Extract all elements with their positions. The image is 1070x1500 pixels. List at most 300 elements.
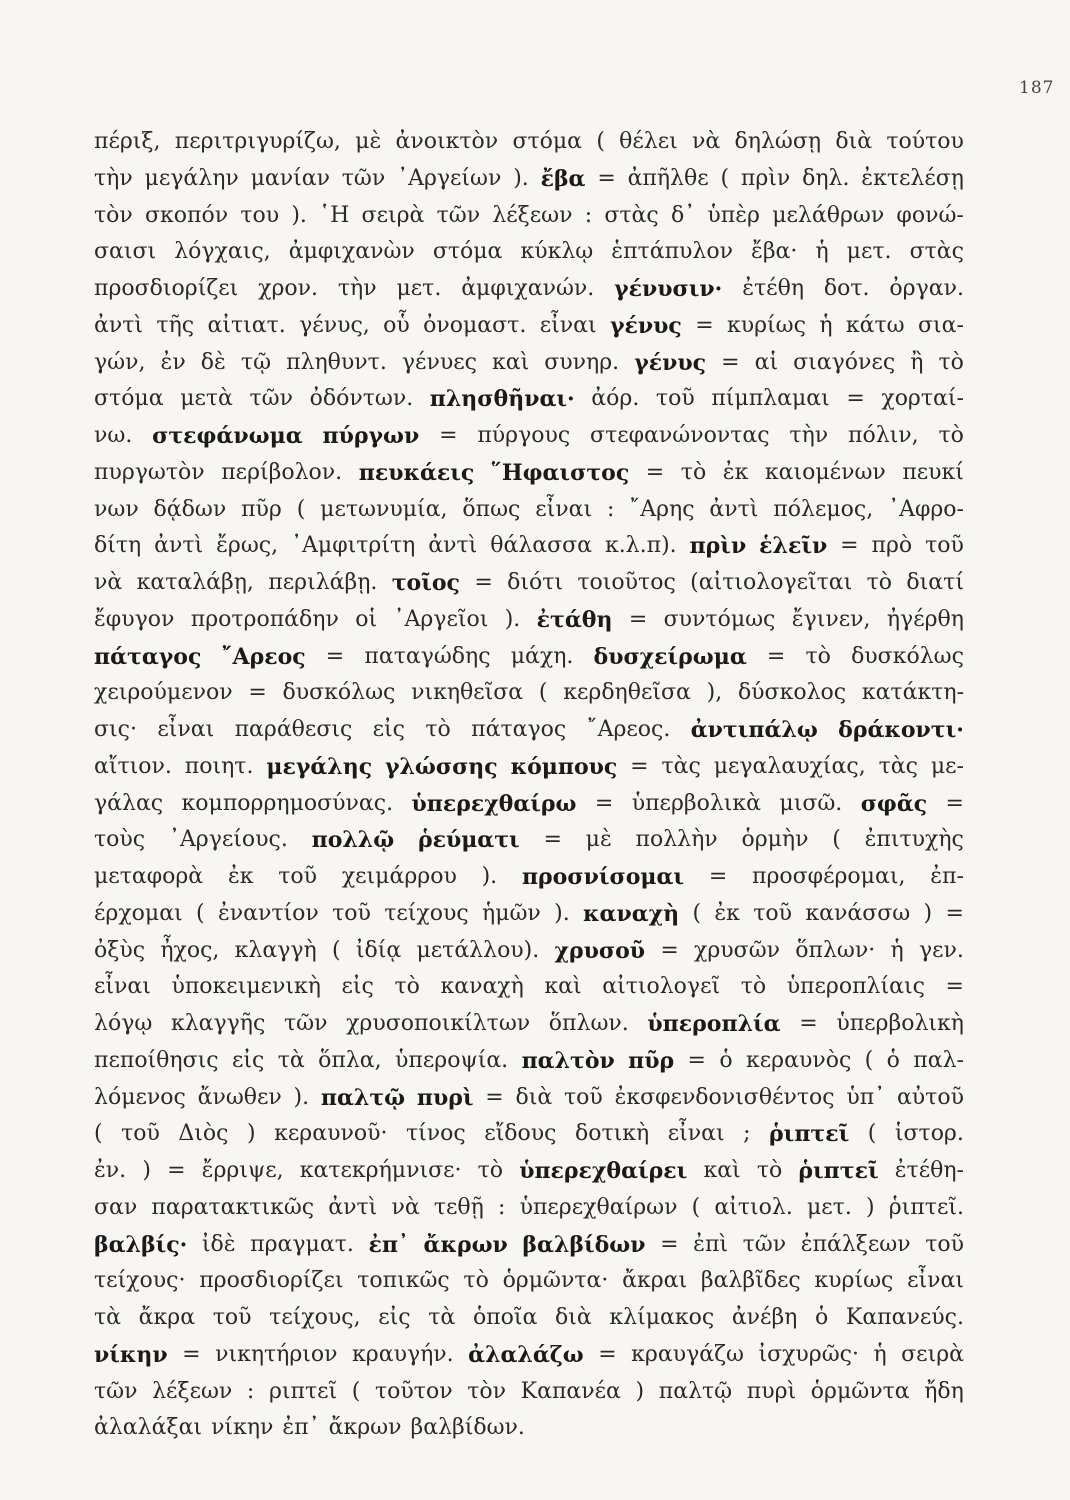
word: ἦχος, <box>160 937 220 963</box>
word: = <box>708 864 728 889</box>
word: ἰδίᾳ <box>355 937 402 963</box>
word: τῶν <box>436 202 481 228</box>
headword: παλτῷ <box>320 1084 406 1111</box>
word: ). <box>504 606 521 632</box>
word: τὴν <box>789 423 829 448</box>
word: δ᾿ <box>670 202 696 228</box>
word: μετωνυμία, <box>320 496 448 522</box>
word: τὸ <box>425 717 451 742</box>
word: κατεκρήμνισε· <box>299 1158 462 1183</box>
word: ) <box>635 1378 645 1404</box>
word: διὰ <box>515 1084 553 1110</box>
word: θέλει <box>619 129 678 154</box>
word: ῥιπτεῖ. <box>888 1194 964 1220</box>
word: τοῦ <box>655 386 695 412</box>
headword: ἄκρων <box>423 1231 508 1258</box>
word: ὅπλα, <box>318 1047 382 1073</box>
word: σαν <box>94 1194 138 1220</box>
word: τῶν <box>94 1378 138 1404</box>
word: = <box>766 643 786 669</box>
word: εἶναι <box>157 717 215 742</box>
word: ). <box>481 864 498 889</box>
word: ἀντὶ <box>328 1194 378 1220</box>
word: ὑπερβολικὰ <box>631 790 762 816</box>
word: ἄκρα <box>138 1305 196 1330</box>
word: ὑποκειμενικὴ <box>171 974 321 1000</box>
word: αὐτοῦ <box>896 1084 964 1110</box>
word: εἰς <box>341 974 374 1000</box>
word: λέξεων <box>152 1378 233 1404</box>
word: μισῶ. <box>779 790 843 816</box>
word: ). <box>293 1084 310 1110</box>
word: = <box>182 1341 201 1367</box>
word: ὁποῖα <box>472 1305 538 1330</box>
word: κύκλῳ <box>520 239 594 265</box>
word: προτροπάδην <box>190 606 339 632</box>
word: του <box>240 202 280 228</box>
word: κυρίως <box>814 1268 894 1294</box>
word: μετὰ <box>180 386 233 412</box>
word: ἐκ <box>714 900 740 926</box>
word: = <box>628 606 648 632</box>
word: δυσκόλως <box>282 680 396 706</box>
word: ὁ <box>886 1047 900 1073</box>
text-line <box>94 933 964 970</box>
word: ἐπὶ <box>693 1231 729 1257</box>
word: δᾴδων <box>153 496 227 522</box>
text-line <box>94 896 964 933</box>
word: κεραυνὸς <box>746 1047 852 1073</box>
headword: ἐτάθη <box>536 606 613 633</box>
word: ( <box>351 1378 361 1404</box>
word: ( <box>196 900 205 926</box>
word: πόλιν, <box>847 423 919 448</box>
word: στόμα <box>512 129 583 154</box>
text-line <box>94 1153 964 1190</box>
word: ὀργαν. <box>889 276 964 301</box>
word: κυρίως <box>727 312 806 338</box>
word: καὶ <box>703 1158 741 1183</box>
word: ὅπλων· <box>795 937 876 963</box>
word: δύσκολος <box>737 680 847 706</box>
word: ) <box>866 1194 875 1220</box>
word: ἡμῶν <box>482 900 541 926</box>
word: πύργους <box>477 423 571 448</box>
word: ᾿Αφρο- <box>888 496 964 522</box>
word: καὶ <box>544 974 582 1000</box>
word: αἱ <box>754 349 779 375</box>
word: = <box>645 459 665 485</box>
text-line <box>94 1080 964 1117</box>
text-line <box>94 1263 964 1300</box>
word: ἀμφιχανὼν <box>288 239 415 265</box>
word: τὰς <box>661 753 701 779</box>
word: πόλεμος, <box>773 496 874 522</box>
word: ᾿Αργείων <box>397 165 502 191</box>
word: μελάθρων <box>772 202 885 228</box>
word: ᾿Αμφιτρίτη <box>291 533 416 559</box>
text-line <box>94 786 964 823</box>
word: νικηθεῖσα <box>411 680 524 706</box>
word: αἰτιολ. <box>714 1194 793 1220</box>
word: τοῦ <box>925 533 964 559</box>
word: εἰς <box>378 1305 411 1330</box>
word: τὸν <box>467 1378 507 1404</box>
word: λόγῳ <box>94 1011 153 1036</box>
word: ἀντὶ <box>94 312 144 338</box>
word: ἐκ <box>722 459 749 485</box>
word: χειρούμενον <box>94 680 233 706</box>
word: ἔβα· <box>751 239 798 265</box>
word: μετ. <box>396 276 442 301</box>
word: = <box>660 937 679 963</box>
headword: ὑπερεχθαίρει <box>519 1158 688 1184</box>
word: = <box>248 680 267 706</box>
word: = <box>598 1341 617 1367</box>
word: δοτικὴ <box>574 1121 650 1147</box>
word: τείχους, <box>269 1305 361 1330</box>
word: μανίαν <box>250 165 330 191</box>
text-line <box>94 639 964 676</box>
word: παταγώδης <box>364 643 491 669</box>
word: καιομένων <box>764 459 886 485</box>
word: ἄκρων <box>328 1415 402 1441</box>
word: ἑπτάπυλον <box>611 239 733 265</box>
word: ἐτέθη <box>742 276 805 301</box>
word: πυργωτὸν <box>94 459 205 485</box>
word: δυσκόλως <box>851 643 964 669</box>
word: ῎Αρεος. <box>586 717 671 742</box>
word: στὰς <box>604 202 659 228</box>
word: στεφανώνοντας <box>590 423 770 448</box>
word: διὰ <box>555 1305 592 1330</box>
text-line <box>94 1006 964 1043</box>
word: (αἰτιολογεῖται <box>690 570 853 595</box>
word: = <box>439 423 458 448</box>
word: σιαγόνες <box>793 349 896 375</box>
word: ( <box>94 1121 103 1147</box>
text-line <box>94 1374 964 1411</box>
word: τὸ <box>477 1158 504 1183</box>
word: γένυς, <box>299 312 370 338</box>
word: καταλάβῃ, <box>136 570 254 595</box>
headword: ῥεύματι <box>417 827 520 854</box>
word: τὸ <box>805 643 831 669</box>
headword: πλησθῆναι· <box>429 386 575 413</box>
word: τὸ <box>938 423 964 448</box>
headword: ἔβα <box>540 165 586 192</box>
text-line <box>94 528 964 565</box>
word: τεθῇ <box>433 1194 484 1220</box>
word: κλίμακος <box>609 1305 715 1330</box>
word: = <box>325 643 345 669</box>
word: ῾Η <box>319 202 350 228</box>
word: ὅπλων. <box>548 1011 629 1036</box>
headword: ῞Ηφαιστος <box>490 459 630 486</box>
headword: κόμπους <box>510 753 618 780</box>
word: ) <box>923 900 933 926</box>
word: δὲ <box>200 349 226 375</box>
headword: γλώσσης <box>384 753 498 780</box>
word: τοῦ <box>753 900 793 926</box>
word: νὰ <box>391 1194 420 1220</box>
headword: ῥιπτεῖ <box>769 1121 850 1148</box>
word: χρυσοποικίλτων <box>346 1011 531 1036</box>
word: ὑπερεχθαίρων <box>519 1194 678 1220</box>
word: κερδηθεῖσα <box>563 680 691 706</box>
word: γάλας <box>94 790 164 816</box>
word: μεταφορὰ <box>94 864 204 889</box>
word: τῶν <box>249 386 293 412</box>
headword: πευκάεις <box>358 459 475 486</box>
word: περίβολον. <box>221 459 343 485</box>
word: νὰ <box>94 570 123 595</box>
word: κλαγγὴ <box>234 937 317 963</box>
word: = <box>945 900 964 926</box>
word: = <box>543 827 562 853</box>
word: τοῦτον <box>375 1378 453 1404</box>
word: αἰτιολογεῖ <box>602 974 721 1000</box>
word: πολλὴν <box>635 827 718 853</box>
text-line <box>94 198 964 235</box>
word: τοὺς <box>94 827 146 853</box>
word: : <box>584 202 593 228</box>
text-line <box>94 308 964 345</box>
word: μετ. <box>806 1194 852 1220</box>
headword: τοῖος <box>391 570 460 596</box>
word: ὁρμῶντα <box>810 1378 910 1404</box>
word: : <box>606 496 615 522</box>
word: οὗ <box>383 312 410 338</box>
word: κεραυνοῦ· <box>274 1121 388 1147</box>
word: λόμενος <box>94 1084 186 1110</box>
text-line <box>94 418 964 455</box>
word: ), <box>706 680 723 706</box>
word: ἢ <box>910 349 924 375</box>
word: χειμάρρου <box>341 864 457 889</box>
word: πίμπλαμαι <box>711 386 830 412</box>
text-line <box>94 161 964 198</box>
word: ( <box>538 680 548 706</box>
word: ὁ <box>815 1305 829 1330</box>
word: ἐκσφενδονισθέντος <box>614 1084 835 1110</box>
word: κραυγήν. <box>352 1341 454 1367</box>
word: ὑπεροψία. <box>395 1047 509 1073</box>
word: πρὸ <box>871 533 913 559</box>
word: ἀντὶ <box>154 533 204 559</box>
word: ἀνοικτὸν <box>395 129 499 154</box>
word: πληθυντ. <box>286 349 387 375</box>
word: ἀντὶ <box>428 533 478 559</box>
word: σις· <box>94 717 137 742</box>
word: πρὶν <box>740 165 791 191</box>
word: = <box>799 1011 818 1036</box>
word: ὁρμὴν <box>741 827 809 853</box>
word: προσδιορίζει <box>199 1268 344 1294</box>
word: παλ- <box>913 1047 964 1073</box>
word: αἰτιατ. <box>207 312 286 338</box>
word: ῎Αρης <box>629 496 695 522</box>
word: καὶ <box>491 349 530 375</box>
word: ὑπ᾿ <box>846 1084 886 1110</box>
word: τὸ <box>463 1268 489 1294</box>
word: διὰ <box>835 129 873 154</box>
word: ἡ <box>873 1341 887 1367</box>
word: ( <box>720 165 730 191</box>
word: γεν. <box>918 937 964 963</box>
word: εἰς <box>372 717 406 742</box>
text-line <box>94 1227 964 1264</box>
word: τὴν <box>94 165 133 191</box>
page-number: 187 <box>1019 78 1055 98</box>
word: προσδιορίζει <box>94 276 239 301</box>
word: κ.λ.π). <box>604 533 677 559</box>
word: = <box>630 753 649 779</box>
word: = <box>594 790 614 816</box>
word: πῦρ <box>241 496 282 522</box>
word: κλαγγῆς <box>170 1011 266 1036</box>
text-line <box>94 1300 964 1337</box>
word: μετάλλου). <box>416 937 540 963</box>
word: ὀδόντων. <box>309 386 414 412</box>
word: τὰ <box>277 1047 305 1073</box>
word: τοῦ <box>278 864 318 889</box>
headword: ὑπερεχθαίρω <box>411 790 577 817</box>
word: εἶναι <box>907 1268 964 1294</box>
headword: καναχὴ <box>583 900 680 927</box>
word: περιλάβῃ. <box>268 570 378 595</box>
word: σειρὰ <box>361 202 425 228</box>
headword: νίκην <box>94 1341 168 1368</box>
word: = <box>167 1158 186 1183</box>
word: ). <box>554 900 570 926</box>
word: = <box>945 974 964 1000</box>
word: ( <box>296 496 306 522</box>
word: ( <box>692 900 702 926</box>
text-line <box>94 381 964 418</box>
headword: ἑλεῖν <box>759 533 828 560</box>
headword: ὑπεροπλία <box>647 1011 781 1037</box>
headword: ῥιπτεῖ <box>798 1158 879 1184</box>
headword: ῎Αρεος <box>221 643 306 670</box>
word: ( <box>864 1047 874 1073</box>
word: κατάκτη- <box>861 680 964 706</box>
word: ὁ <box>719 1047 733 1073</box>
word: βαλβίδων. <box>410 1415 525 1441</box>
word: ἔγινεν, <box>791 606 871 632</box>
word: περιτριγυρίζω, <box>174 129 341 154</box>
word: πάταγος <box>471 717 567 742</box>
word: τῷ <box>240 349 272 375</box>
word: ) <box>142 1158 151 1183</box>
word: παρατακτικῶς <box>151 1194 315 1220</box>
word: μετ. <box>846 239 892 265</box>
word: τοῦ <box>332 900 371 926</box>
headword: σφᾶς <box>860 790 928 817</box>
word: ὀξὺς <box>94 937 146 963</box>
headword: πρὶν <box>689 533 747 560</box>
word: τὸ <box>866 570 893 595</box>
headword: παλτὸν <box>521 1047 615 1074</box>
word: δηλ. <box>802 165 850 191</box>
word: = <box>660 1231 679 1257</box>
word: ἐπ- <box>930 864 964 889</box>
word: πέριξ, <box>94 129 161 154</box>
word: ἰσχυρῶς· <box>758 1341 859 1367</box>
word: = <box>721 349 740 375</box>
word: Καπανέα <box>520 1378 621 1404</box>
word: τοῦ <box>925 1231 964 1257</box>
word: προσφέρομαι, <box>752 864 906 889</box>
text-line <box>94 675 964 712</box>
word: τὰ <box>94 1305 122 1330</box>
headword: πύργων <box>322 423 420 449</box>
word: εἶναι <box>535 496 593 522</box>
word: : <box>246 1378 255 1404</box>
word: ἀόρ. <box>591 386 640 412</box>
word: τὸ <box>756 1158 783 1183</box>
headword: γένυσιν· <box>614 276 723 302</box>
word: φονώ- <box>896 202 964 228</box>
word: ; <box>743 1121 751 1147</box>
word: πραγματ. <box>250 1231 354 1257</box>
word: ἡ <box>890 937 904 963</box>
word: πεποίθησις <box>94 1047 219 1073</box>
word: ( <box>691 1194 701 1220</box>
word: = <box>597 165 616 191</box>
word: λόγχαις, <box>174 239 271 265</box>
word: ἔρριψε, <box>201 1158 284 1183</box>
word: τῶν <box>341 165 386 191</box>
headword: γένυς <box>634 349 707 376</box>
text-line <box>94 1043 964 1080</box>
word: ποιητ. <box>184 753 254 779</box>
word: ᾿Αργείους. <box>168 827 288 853</box>
text-line <box>94 271 964 308</box>
text-line <box>94 1116 964 1153</box>
word: τὸ <box>938 349 964 375</box>
word: νὰ <box>692 129 721 154</box>
word: εἶναι <box>94 974 151 1000</box>
word: τὸ <box>394 974 420 1000</box>
word: τὸ <box>740 974 767 1000</box>
word: = <box>687 1047 706 1073</box>
word: συνηρ. <box>544 349 620 375</box>
text-line <box>94 345 964 382</box>
word: = <box>695 312 714 338</box>
word: καναχὴ <box>440 974 524 1000</box>
word: ἐκ <box>227 864 254 889</box>
word: χορταί- <box>881 386 964 412</box>
word: ἐπιτυχὴς <box>864 827 964 853</box>
text-line <box>94 492 964 529</box>
word: διότι <box>507 570 564 595</box>
headword: βαλβίδων <box>522 1231 646 1258</box>
headword: πυρὶ <box>416 1084 474 1111</box>
word: ἀλαλάξαι <box>94 1415 203 1441</box>
word: ( <box>867 1121 877 1147</box>
word: ἐτέθη- <box>894 1158 964 1183</box>
word: μὲ <box>355 129 382 154</box>
word: ὀνομαστ. <box>423 312 527 338</box>
text-line <box>94 712 964 749</box>
word: ὑπὲρ <box>707 202 760 228</box>
text-line <box>94 1190 964 1227</box>
word: = <box>846 386 865 412</box>
word: σαισι <box>94 239 157 265</box>
word: δίτη <box>94 533 142 559</box>
word: ἔρως, <box>216 533 279 559</box>
